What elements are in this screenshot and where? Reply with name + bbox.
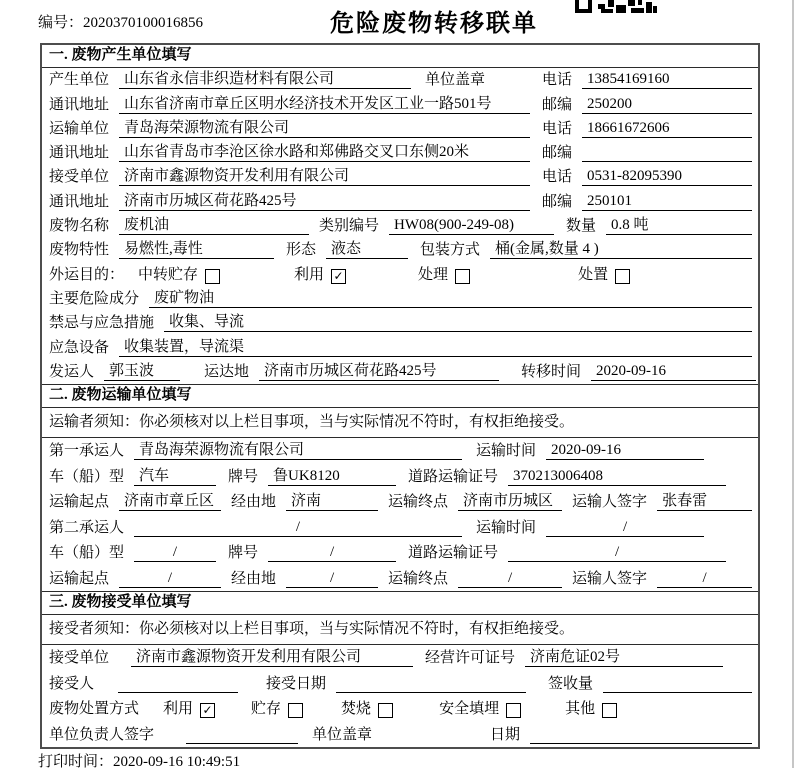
row-taboo xyxy=(42,311,758,335)
carrier2-label: 第二承运人 xyxy=(49,519,125,536)
transfer-form xyxy=(40,43,760,749)
page-title: 危险废物转移联单 xyxy=(330,11,538,37)
taboo-field: 收集、导流 xyxy=(164,310,752,332)
road-license-field: / xyxy=(508,544,726,562)
row-route1 xyxy=(42,489,758,515)
option-storage: 贮存 xyxy=(251,701,282,718)
transporter-label: 运输单位 xyxy=(49,120,110,137)
quantity-label: 数量 xyxy=(566,218,597,235)
carrier1-field: 青岛海荣源物流有限公司 xyxy=(134,438,462,460)
serial-number xyxy=(38,11,203,32)
checkbox-utilize: ✓ xyxy=(331,269,346,284)
section-producer xyxy=(42,45,758,384)
option-transfer-storage: 中转贮存 xyxy=(138,266,199,283)
waste-name-label: 废物名称 xyxy=(49,218,110,235)
vehicle-type-field: / xyxy=(134,544,216,562)
option-treat: 处理 xyxy=(418,266,449,283)
producer-label: 产生单位 xyxy=(49,72,110,89)
row-waste-character xyxy=(42,238,758,262)
via-label: 经由地 xyxy=(231,570,277,587)
row-vehicle1 xyxy=(42,463,758,489)
row-carrier2 xyxy=(42,514,758,540)
phone-label: 电话 xyxy=(541,169,572,186)
form-field: 液态 xyxy=(326,237,408,259)
disposal-label: 废物处置方式 xyxy=(49,701,140,718)
address-label: 通讯地址 xyxy=(49,193,110,210)
serial-value: 2020370100016856 xyxy=(83,15,204,31)
origin-field: / xyxy=(119,570,221,588)
phone-field: 13854169160 xyxy=(582,71,752,89)
plate-label: 牌号 xyxy=(228,545,259,562)
row-producer xyxy=(42,68,758,92)
row-head-sign xyxy=(42,721,758,747)
unit-seal-label: 单位盖章 xyxy=(312,726,373,743)
end-field: 济南市历城区 xyxy=(458,489,562,511)
vehicle-type-label: 车（船）型 xyxy=(49,468,125,485)
accept-unit-field: 济南市鑫源物资开发利用有限公司 xyxy=(131,645,413,667)
origin-field: 济南市章丘区 xyxy=(119,489,221,511)
row-hazard xyxy=(42,287,758,311)
serial-label: 编号： xyxy=(38,15,84,31)
accept-unit-label: 接受单位 xyxy=(49,650,110,667)
end-label: 运输终点 xyxy=(388,570,449,587)
receiver-field: 济南市鑫源物资开发利用有限公司 xyxy=(119,164,530,186)
sign-qty-label: 签收量 xyxy=(548,675,594,692)
checkbox-transfer-storage xyxy=(205,269,220,284)
address-label: 通讯地址 xyxy=(49,145,110,162)
zip-label: 邮编 xyxy=(541,96,572,113)
waste-name-field: 废机油 xyxy=(119,213,309,235)
option-utilize: 利用 xyxy=(294,266,325,283)
shipper-field: 郭玉波 xyxy=(104,359,180,381)
character-label: 废物特性 xyxy=(49,242,110,259)
option-other: 其他 xyxy=(565,701,596,718)
purpose-label: 外运目的： xyxy=(49,266,125,283)
zip-label: 邮编 xyxy=(541,145,572,162)
print-time-label: 打印时间： xyxy=(38,754,114,770)
carrier-sign-field: 张春雷 xyxy=(657,489,752,511)
date-field xyxy=(530,726,752,744)
phone-label: 电话 xyxy=(541,120,572,137)
producer-field: 山东省永信非织造材料有限公司 xyxy=(119,67,411,89)
checkbox-dispose xyxy=(615,269,630,284)
road-license-label: 道路运输证号 xyxy=(408,468,499,485)
section-receiver xyxy=(42,591,758,747)
carrier-sign-label: 运输人签字 xyxy=(572,494,648,511)
phone-field: 18661672606 xyxy=(582,120,752,138)
carrier1-label: 第一承运人 xyxy=(49,443,125,460)
transport-time-label: 运输时间 xyxy=(476,519,537,536)
destination-field: 济南市历城区荷花路425号 xyxy=(259,359,499,381)
plate-label: 牌号 xyxy=(228,468,259,485)
checkbox-incinerate xyxy=(378,703,393,718)
phone-field: 0531-82095390 xyxy=(582,168,752,186)
row-producer-address xyxy=(42,92,758,116)
transfer-time-label: 转移时间 xyxy=(521,363,582,380)
row-transporter-address xyxy=(42,141,758,165)
carrier-sign-label: 运输人签字 xyxy=(572,570,648,587)
road-license-field: 370213006408 xyxy=(508,468,726,486)
road-license-label: 道路运输证号 xyxy=(408,545,499,562)
row-disposal xyxy=(42,696,758,722)
origin-label: 运输起点 xyxy=(49,570,110,587)
address-field: 山东省济南市章丘区明水经济技术开发区工业一路501号 xyxy=(119,92,530,114)
row-receiver-address xyxy=(42,189,758,213)
document-header xyxy=(0,0,796,43)
option-incinerate: 焚烧 xyxy=(341,701,372,718)
via-field: / xyxy=(286,570,378,588)
row-route2 xyxy=(42,565,758,591)
option-utilize: 利用 xyxy=(163,701,194,718)
category-label: 类别编号 xyxy=(319,218,380,235)
category-field: HW08(900-249-08) xyxy=(389,217,554,235)
hazard-field: 废矿物油 xyxy=(149,286,752,308)
unit-seal-label: 单位盖章 xyxy=(425,72,486,89)
head-sign-label: 单位负责人签字 xyxy=(49,726,155,743)
row-purpose xyxy=(42,262,758,286)
row-carrier1 xyxy=(42,438,758,464)
plate-field: / xyxy=(268,544,396,562)
address-field: 山东省青岛市李沧区徐水路和郑佛路交叉口东侧20米 xyxy=(119,140,530,162)
acceptor-label: 接受人 xyxy=(49,675,95,692)
row-receiver xyxy=(42,165,758,189)
section1-header: 一. 废物产生单位填写 xyxy=(42,45,758,68)
equipment-label: 应急设备 xyxy=(49,339,110,356)
row-transporter xyxy=(42,117,758,141)
hazard-label: 主要危险成分 xyxy=(49,290,140,307)
transport-time-label: 运输时间 xyxy=(476,443,537,460)
transport-time-field: 2020-09-16 xyxy=(546,442,704,460)
page-edge-line xyxy=(792,0,794,768)
transporter-field: 青岛海荣源物流有限公司 xyxy=(119,116,530,138)
character-field: 易燃性,毒性 xyxy=(119,237,274,259)
end-label: 运输终点 xyxy=(388,494,449,511)
section-transporter xyxy=(42,384,758,591)
destination-label: 运达地 xyxy=(204,363,250,380)
receiver-notice: 接受者须知：你必须核对以上栏目事项，当与实际情况不符时，有权拒绝接受。 xyxy=(42,615,758,645)
checkbox-landfill xyxy=(506,703,521,718)
print-time-value: 2020-09-16 10:49:51 xyxy=(113,754,241,770)
acceptor-field xyxy=(118,675,238,693)
plate-field: 鲁UK8120 xyxy=(268,464,396,486)
shipper-label: 发运人 xyxy=(49,363,95,380)
checkbox-treat xyxy=(455,269,470,284)
row-shipper xyxy=(42,360,758,384)
head-sign-field xyxy=(186,726,298,744)
zip-field: 250101 xyxy=(582,193,752,211)
address-label: 通讯地址 xyxy=(49,96,110,113)
vehicle-type-field: 汽车 xyxy=(134,464,216,486)
transporter-notice: 运输者须知：你必须核对以上栏目事项，当与实际情况不符时，有权拒绝接受。 xyxy=(42,408,758,438)
qr-code-fragment-icon xyxy=(575,0,657,13)
section2-header: 二. 废物运输单位填写 xyxy=(42,385,758,408)
sign-qty-field xyxy=(603,675,752,693)
option-landfill: 安全填埋 xyxy=(439,701,500,718)
zip-label: 邮编 xyxy=(541,193,572,210)
row-acceptor xyxy=(42,670,758,696)
transfer-time-field: 2020-09-16 xyxy=(591,363,756,381)
quantity-field: 0.8 吨 xyxy=(606,213,752,235)
receiver-label: 接受单位 xyxy=(49,169,110,186)
checkbox-utilize: ✓ xyxy=(200,703,215,718)
row-vehicle2 xyxy=(42,540,758,566)
via-field: 济南 xyxy=(286,489,378,511)
option-dispose: 处置 xyxy=(578,266,609,283)
row-accept-unit xyxy=(42,645,758,671)
zip-field: 250200 xyxy=(582,96,752,114)
packing-label: 包装方式 xyxy=(420,242,481,259)
via-label: 经由地 xyxy=(231,494,277,511)
carrier2-field: / xyxy=(134,519,462,537)
address-field: 济南市历城区荷花路425号 xyxy=(119,189,530,211)
end-field: / xyxy=(458,570,562,588)
checkbox-storage xyxy=(288,703,303,718)
permit-field: 济南危证02号 xyxy=(525,645,723,667)
vehicle-type-label: 车（船）型 xyxy=(49,545,125,562)
section3-header: 三. 废物接受单位填写 xyxy=(42,592,758,615)
form-label: 形态 xyxy=(286,242,317,259)
checkbox-other xyxy=(602,703,617,718)
origin-label: 运输起点 xyxy=(49,494,110,511)
transport-time-field: / xyxy=(546,519,704,537)
row-waste-name xyxy=(42,214,758,238)
taboo-label: 禁忌与应急措施 xyxy=(49,315,155,332)
accept-date-field xyxy=(336,675,526,693)
phone-label: 电话 xyxy=(541,72,572,89)
equipment-field: 收集装置，导流渠 xyxy=(119,335,752,357)
row-equipment xyxy=(42,335,758,359)
carrier-sign-field: / xyxy=(657,570,752,588)
zip-field xyxy=(582,144,752,162)
permit-label: 经营许可证号 xyxy=(425,650,516,667)
date-label: 日期 xyxy=(490,726,521,743)
accept-date-label: 接受日期 xyxy=(266,675,327,692)
packing-field: 桶(金属,数量 4 ) xyxy=(490,237,752,259)
